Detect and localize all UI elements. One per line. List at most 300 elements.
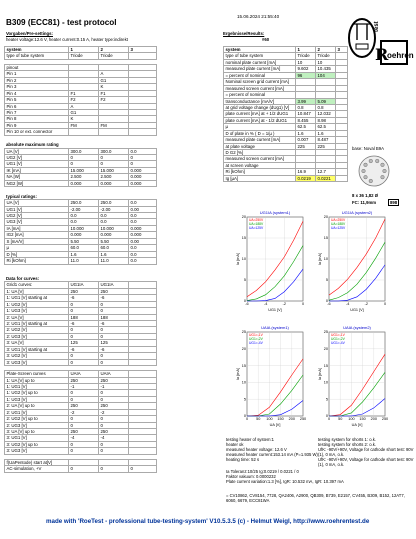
right_table-cell: 3 — [336, 47, 348, 53]
left_table-cell: F1 — [69, 90, 99, 96]
left_table-cell: 3: UG3 [V] — [5, 448, 69, 454]
right_table-cell: at screen voltage — [224, 162, 296, 168]
left_table-cell: -4 — [99, 435, 129, 441]
right_table-cell: 8.455 — [296, 117, 316, 123]
left_table-cell: Ri [kOhm] — [5, 258, 69, 264]
right_table-cell: measured screen current [mA] — [224, 156, 296, 162]
left_table-cell: 0 — [99, 441, 129, 447]
right_table-cell: 3.99 — [296, 98, 316, 104]
left_table-cell: -6 — [99, 346, 129, 352]
chart-uaia-system2 — [318, 323, 388, 428]
left_table-cell: G1 — [99, 77, 129, 83]
left_table-cell: Triode — [99, 53, 129, 59]
info-line: Plate current variation:1.3 [%], IgR: 10.532 mA, IgR: 10.397 mA — [226, 479, 344, 485]
equivalent-tubes: = CV10862, CV8154, 7728, QA2406, A2900, QB309, B739, E2157, CV455, B309, B152, 12AT7, 6060, 6679, ECC81WA — [226, 493, 405, 504]
left_table-cell: UG2 [V] — [5, 213, 69, 219]
left_table-cell: 1: UG3 [V] — [5, 396, 69, 402]
y-tick-label: 15 — [241, 363, 246, 368]
left_table-cell: 0 — [99, 308, 129, 314]
left_table-cell: 0.000 — [129, 174, 157, 180]
y-tick-label: 5 — [325, 278, 328, 283]
right_table-cell: 10.847 — [296, 111, 316, 117]
right_table-cell: plate current [mA] at - 1/2 dUG1 — [224, 117, 296, 123]
right_table-cell: Ig [µA] — [224, 175, 296, 181]
left_table-cell: f(UaPentode) start at[V] — [5, 459, 69, 465]
presettings-label: Vorgaben/Pre-settings: — [6, 31, 53, 36]
left_table-cell: 0.000 — [69, 180, 99, 186]
right_table-cell: 1 — [296, 47, 316, 53]
left_table-cell: 3 — [129, 47, 157, 53]
legend-entry: UA=125V — [331, 226, 346, 230]
left_table-cell — [69, 274, 99, 282]
chart-title: UAIA (system1) — [261, 325, 289, 330]
left_table-cell: Pin 5 — [5, 97, 69, 103]
left_table-cell: Pin 6 — [5, 103, 69, 109]
left_table-cell: 300.0 — [99, 148, 129, 154]
y-tick-label: 0 — [325, 414, 328, 419]
chart-title: UG1IA (system1) — [259, 210, 291, 215]
left_table-cell: 0 — [69, 441, 99, 447]
left_table-cell: 250 — [69, 429, 99, 435]
left_table-cell: S [mA/V] — [5, 238, 69, 244]
left_table-cell: -1 — [69, 383, 99, 389]
left_table-cell: -6 — [69, 321, 99, 327]
left_table-cell: 0.0 — [99, 213, 129, 219]
left_table-cell: UG1 [V] — [5, 161, 69, 167]
left_table-cell: 188 — [99, 314, 129, 320]
left_table-cell: IA [mA] — [5, 225, 69, 231]
y-tick-label: 0 — [243, 299, 246, 304]
left_table-cell: 0.0 — [129, 251, 157, 257]
base-type: base: Noval B9A — [352, 146, 385, 151]
legend-entry: UA=250V — [331, 218, 346, 222]
left_table-cell: 15.000 — [99, 167, 129, 173]
left_table-cell: 3: UG2 [V] up to — [5, 441, 69, 447]
left_table-cell: IK [mA] — [5, 167, 69, 173]
left_table-cell: 60.0 — [99, 245, 129, 251]
left_table-cell: 10.000 — [99, 225, 129, 231]
left_table-cell: FM — [69, 122, 99, 128]
x-tick-label: 150 — [359, 417, 366, 421]
right_table-cell: system — [224, 47, 296, 53]
left_table-cell: 0 — [69, 155, 99, 161]
legend-entry: UG1=-4V — [331, 341, 345, 345]
left_table-cell: UA [V] — [5, 148, 69, 154]
right_table-cell: 0.007 — [296, 137, 316, 143]
left_table-cell: K — [69, 116, 99, 122]
x-tick-label: -2 — [364, 302, 369, 306]
right_table-cell: measured plate current [mA] — [224, 66, 296, 72]
left_table-cell: 0 — [99, 359, 129, 365]
left_table-cell: 0 — [99, 155, 129, 161]
y-axis-label: Ia [mA] — [236, 252, 240, 266]
x-tick-label: 100 — [266, 417, 273, 421]
left_table-cell: 0 — [69, 333, 99, 339]
right_table-cell: type of tube system — [224, 53, 296, 59]
heater-test-info — [226, 437, 318, 462]
left_table-cell: K — [99, 84, 129, 90]
y-axis-label: Ia [mA] — [236, 367, 240, 381]
right_table-cell: plate current [mA] at + 1/2 dUG1 — [224, 111, 296, 117]
chart-uaia-system1 — [236, 323, 306, 428]
left_table-cell: -6 — [69, 346, 99, 352]
left_table-cell: 1: UA [V] up to — [5, 377, 69, 383]
x-tick-label: 50 — [256, 417, 261, 421]
left_table-cell — [99, 140, 129, 148]
left_table-cell: NA [W] — [5, 174, 69, 180]
right_table-row — [224, 175, 348, 181]
legend-entry: UA=125V — [249, 226, 264, 230]
left_table-cell — [69, 192, 99, 200]
info-line: Ia Toleranz:10/25 Ig:0.0219 / 0.0221 / 0 — [226, 469, 299, 474]
left_table-cell: 1: UA [V] — [5, 288, 69, 294]
left_table-cell: 125 — [69, 340, 99, 346]
x-tick-label: 0 — [301, 302, 305, 306]
left_table-cell: 2: UA [V] up to — [5, 403, 69, 409]
left_table-cell: 0.0 — [129, 245, 157, 251]
right_table-cell: 10.435 — [316, 66, 336, 72]
right_table-cell — [336, 175, 348, 181]
left_table-cell: -2.00 — [69, 206, 99, 212]
left_table-cell: Pin 2 — [5, 77, 69, 83]
left_table-cell: -6 — [99, 321, 129, 327]
left_table-cell: 0 — [129, 161, 157, 167]
left_table-cell: system — [5, 47, 69, 53]
right_table-cell: Triode — [316, 53, 336, 59]
right_table-cell: at grid voltage change (dUg1) [V] — [224, 104, 296, 110]
left_table-cell: 5.50 — [69, 238, 99, 244]
legend-entry: UG1=-2V — [249, 337, 263, 341]
left_table-cell: -6 — [99, 295, 129, 301]
left_table-row — [5, 140, 157, 148]
y-axis-label: Ia [mA] — [318, 252, 322, 266]
left_table-cell: D [%] — [5, 251, 69, 257]
left_table-cell — [129, 192, 157, 200]
y-tick-label: 10 — [323, 380, 328, 385]
left_table-cell: 2: UG3 [V] — [5, 422, 69, 428]
right_table-cell: 225 — [316, 143, 336, 149]
info-line: UfK: -90V/+90V, Voltage for cathode short test: 90V (1), 0 mA, o.k. — [318, 457, 414, 468]
chart-title: UG1IA (system2) — [341, 210, 373, 215]
left_table-cell: Triode — [69, 53, 99, 59]
left_table-cell: UG3 [V] — [5, 219, 69, 225]
left_table-cell: 0 — [99, 161, 129, 167]
right_table-cell: µ — [224, 124, 296, 130]
right_table-cell: 0.0221 — [316, 175, 336, 181]
left_table-cell: UG1IA — [99, 282, 129, 288]
left_table-cell: AC-simulation, +V — [5, 466, 69, 472]
left_table-cell: 250.0 — [99, 200, 129, 206]
left_table-cell: 250 — [99, 288, 129, 294]
left_table-cell: 0 — [99, 396, 129, 402]
x-tick-label: 200 — [370, 417, 377, 421]
socket-pin — [364, 163, 368, 167]
left_table-cell: 250 — [69, 288, 99, 294]
right_table-row — [224, 111, 348, 117]
left_table-cell: 2.500 — [99, 174, 129, 180]
y-tick-label: 10 — [323, 257, 328, 262]
left_table-cell: 60.0 — [69, 245, 99, 251]
left_table-cell: 0 — [69, 396, 99, 402]
left_table-cell: 0 — [69, 161, 99, 167]
right_table-cell: = percent of nominal — [224, 92, 296, 98]
right_table-cell: 9.602 — [296, 66, 316, 72]
left_table-cell: 0 — [69, 301, 99, 307]
x-tick-label: 0 — [245, 417, 249, 421]
fc-text: FC: 11,9mm — [352, 200, 377, 205]
info-line: testing system for shorts 2: o.k. — [318, 442, 376, 448]
left_table-cell: Pin 8 — [5, 116, 69, 122]
y-axis-label: Ia [mA] — [318, 367, 322, 381]
y-tick-label: 25 — [323, 330, 328, 335]
left_table-cell: 0 — [99, 466, 129, 472]
right_table-cell: 62.5 — [296, 124, 316, 130]
x-tick-label: 0 — [327, 417, 331, 421]
left_table-cell: 1: UG3 [V] — [5, 308, 69, 314]
right_table-cell: 2 — [316, 47, 336, 53]
footer-credit: made with 'RoeTest - professional tube-testing-system' V10.5.3.5 (c) - Helmut Weigl, http://www.roehrentest.de — [46, 518, 370, 525]
left_table-cell: 0 — [99, 416, 129, 422]
left_table-cell: 2 — [99, 47, 129, 53]
left_table-cell: -6 — [69, 295, 99, 301]
left_table-cell: 0 — [69, 390, 99, 396]
left_table-cell: 125 — [99, 340, 129, 346]
left_table-cell: 0 — [99, 390, 129, 396]
left_table-cell: 3: UG2 [V] — [5, 353, 69, 359]
y-tick-label: 5 — [243, 278, 246, 283]
left_table-cell: Pin 10 or ext. connector — [5, 129, 69, 135]
left_table-cell: 0 — [69, 422, 99, 428]
left_table-cell: UG1 [V] — [5, 206, 69, 212]
left_table-cell: 1: UG1 [V] — [5, 383, 69, 389]
left_table-cell: UG2 [V] — [5, 155, 69, 161]
right_table-cell: 16.9 — [296, 169, 316, 175]
left_table-cell: 0 — [69, 416, 99, 422]
right_table-cell: 12.032 — [316, 111, 336, 117]
left_table-cell: 250 — [69, 377, 99, 383]
left_table-cell: UG1IA — [69, 282, 99, 288]
x-tick-label: 50 — [338, 417, 343, 421]
left_table-cell: pinout — [5, 64, 69, 70]
left_table-cell — [129, 274, 157, 282]
info-line: measured heater voltage: 12.6 V — [226, 447, 287, 453]
y-tick-label: 10 — [241, 380, 246, 385]
left_table-cell: 2: UG1 [V] starting at — [5, 321, 69, 327]
left_table-cell: A — [69, 103, 99, 109]
chart-title: UAIA (system2) — [343, 325, 371, 330]
left_table-cell: Grid1 curves: — [5, 282, 69, 288]
x-axis-label: UG1 [V] — [350, 308, 364, 312]
right_table-cell: Triode — [296, 53, 316, 59]
right_table-cell: 1.6 — [296, 130, 316, 136]
y-tick-label: 15 — [323, 363, 328, 368]
left_table-cell: 2: UG3 [V] — [5, 333, 69, 339]
tolerance-info — [226, 469, 344, 484]
left_table-cell: 1.6 — [69, 251, 99, 257]
left_table-cell: 0 — [69, 353, 99, 359]
left_table-cell: type of tube system — [5, 53, 69, 59]
left_table-cell: 11.0 — [69, 258, 99, 264]
left_table-cell: UA [V] — [5, 200, 69, 206]
left_table-cell: 2: UG1 [V] — [5, 409, 69, 415]
left_table-cell: 0 — [69, 327, 99, 333]
y-tick-label: 20 — [323, 347, 328, 351]
left_table-cell: Data for curves: — [6, 276, 40, 281]
legend-entry: UA=188V — [249, 222, 264, 226]
info-line: UfK: -90V/+90V, Voltage for cathode short test: 90V (1), 0 mA, o.k. — [318, 447, 414, 458]
socket-pin — [381, 175, 385, 179]
left_table-cell: absolute maximum rating — [6, 142, 59, 148]
left_table-cell: typical ratings: — [6, 193, 37, 199]
chart-ug1ia-system2 — [318, 208, 388, 313]
right_table-cell: = percent of nominal — [224, 72, 296, 78]
left_table-cell: 0.0 — [129, 258, 157, 264]
right_table-cell: 8.487 — [316, 137, 336, 143]
left_table-cell: 5.50 — [99, 238, 129, 244]
info-line: testing system for shorts 1: o.k. — [318, 437, 376, 442]
left_table-cell: 0.0 — [129, 219, 157, 225]
left_table-cell: 2: UA [V] — [5, 314, 69, 320]
left_table-cell: 1 — [69, 47, 99, 53]
chart-ug1ia-system1 — [236, 208, 306, 313]
right_table-cell: 0.8 — [296, 104, 316, 110]
right_table-cell: measured screen current [mA] — [224, 85, 296, 91]
left_table-cell: UAIA — [99, 371, 129, 377]
right_table-cell: 5.09 — [316, 98, 336, 104]
left_table-cell: UAIA — [69, 371, 99, 377]
left_table-cell: 250 — [99, 429, 129, 435]
left_table-cell: µ — [5, 245, 69, 251]
left_table-cell: 3: UA [V] — [5, 340, 69, 346]
right_table-cell: measured plate current [mA] — [224, 137, 296, 143]
left_table-cell: 188 — [69, 314, 99, 320]
socket-pin — [362, 169, 366, 173]
left_table-cell: 0.000 — [129, 225, 157, 231]
left_table-cell: 0.000 — [129, 167, 157, 173]
left_table-cell: 0.0 — [129, 213, 157, 219]
left_table-cell: 0 — [129, 155, 157, 161]
left_table-cell: NG2 [W] — [5, 180, 69, 186]
left_table-cell: 0 — [99, 353, 129, 359]
left_table-cell: 2: UG2 [V] — [5, 327, 69, 333]
left_table-cell: Pin 3 — [5, 84, 69, 90]
right_table-cell: 10 — [296, 59, 316, 65]
x-tick-label: 100 — [348, 417, 355, 421]
left_table-cell: 0 — [99, 448, 129, 454]
y-tick-label: 5 — [325, 397, 328, 402]
info-line: testing heater of system:1 — [226, 437, 274, 442]
left_table-cell: 0 — [99, 333, 129, 339]
results-id: #60 — [262, 37, 270, 42]
right_table-cell: at plate voltage — [224, 143, 296, 149]
left_table-cell: -4 — [69, 435, 99, 441]
socket-pin — [369, 179, 373, 183]
left_table-cell: 0 — [99, 327, 129, 333]
y-tick-label: 20 — [241, 347, 246, 351]
right_table-cell: Ri [kOhm] — [224, 169, 296, 175]
left_table-cell: 250 — [99, 377, 129, 383]
left_table-cell: 0.000 — [69, 232, 99, 238]
x-tick-label: 0 — [383, 302, 387, 306]
left_table-cell: 0 — [99, 422, 129, 428]
legend-entry: UA=250V — [249, 218, 264, 222]
svg-text:oehren: oehren — [387, 51, 414, 60]
presettings-text: heater voltage:12.6 V, heater current:0.15 A, heater type:indirekt — [6, 37, 128, 42]
left_table-cell: 1: UG2 [V] — [5, 301, 69, 307]
right_table-cell: 12.7 — [316, 169, 336, 175]
short-test-info — [318, 437, 414, 468]
left_table-cell: A — [99, 71, 129, 77]
left_table-cell: 0.00 — [129, 238, 157, 244]
left_table-cell: Pin 4 — [5, 90, 69, 96]
results-label: Ergebnisse/Results: — [223, 31, 265, 36]
left_table-cell: IG2 [mA] — [5, 232, 69, 238]
socket-pin — [375, 159, 379, 163]
left_table-cell: 300.0 — [69, 148, 99, 154]
x-tick-label: -6 — [327, 302, 331, 306]
left_table-row — [5, 274, 157, 282]
left_table-cell: 3: UG1 [V] — [5, 435, 69, 441]
x-tick-label: -6 — [245, 302, 249, 306]
legend-entry: UA=188V — [331, 222, 346, 226]
left_table-cell: 3: UG1 [V] starting at — [5, 346, 69, 352]
left_table-cell: 0 — [69, 448, 99, 454]
legend-entry: UG1=-1V — [249, 333, 263, 337]
right_table-cell: 96 — [296, 72, 316, 78]
left_table-cell: 250 — [69, 403, 99, 409]
tube-dimensions: 8 x 36 1,82 Ø — [352, 193, 379, 198]
y-tick-label: 10 — [241, 257, 246, 262]
left_table-cell: 10.000 — [69, 225, 99, 231]
left_table-cell: 0 — [69, 308, 99, 314]
right_table-cell: D of plate in % ( D = 1/µ ) — [224, 130, 296, 136]
page-title: B309 (ECC81) - test protocol — [6, 18, 117, 27]
left_table-cell: Pin 9 — [5, 122, 69, 128]
info-line: heater ok — [226, 442, 244, 448]
x-tick-label: -2 — [282, 302, 287, 306]
info-line: measured heater current:153.14 mA (P=1.935 W) — [226, 452, 318, 458]
left_table-cell: G1 — [69, 109, 99, 115]
right_table-cell: 104 — [316, 72, 336, 78]
left_table-cell: -2 — [99, 409, 129, 415]
socket-pin — [369, 159, 373, 163]
left_table-cell: -2 — [69, 409, 99, 415]
y-tick-label: 0 — [325, 299, 328, 304]
y-tick-label: 5 — [243, 397, 246, 402]
left_table-cell: 3: UG3 [V] — [5, 359, 69, 365]
left_table-cell: 11.0 — [99, 258, 129, 264]
left_table-cell — [69, 140, 99, 148]
left_table-cell: 1.6 — [99, 251, 129, 257]
socket-pin — [381, 163, 385, 167]
left_table-cell: F2 — [69, 97, 99, 103]
left_table-cell: 0.000 — [99, 232, 129, 238]
left_table-cell: 3: UA [V] up to — [5, 429, 69, 435]
x-axis-label: UA [V] — [351, 423, 363, 427]
right_table-cell: 225 — [296, 143, 316, 149]
y-tick-label: 20 — [241, 215, 246, 220]
left_table-cell: 0 — [69, 359, 99, 365]
left_table-cell: 1: UG2 [V] up to — [5, 390, 69, 396]
right_table-cell: Nominal screen grid current [mA] — [224, 79, 296, 85]
svg-text:R: R — [375, 45, 389, 64]
left_table-cell: 0.000 — [129, 232, 157, 238]
left_table-cell: F2 — [99, 97, 129, 103]
measurement-results-table — [223, 46, 348, 182]
legend-entry: UG1=-4V — [249, 341, 263, 345]
left_table-cell: 0.0 — [129, 148, 157, 154]
y-tick-label: 20 — [323, 215, 328, 220]
